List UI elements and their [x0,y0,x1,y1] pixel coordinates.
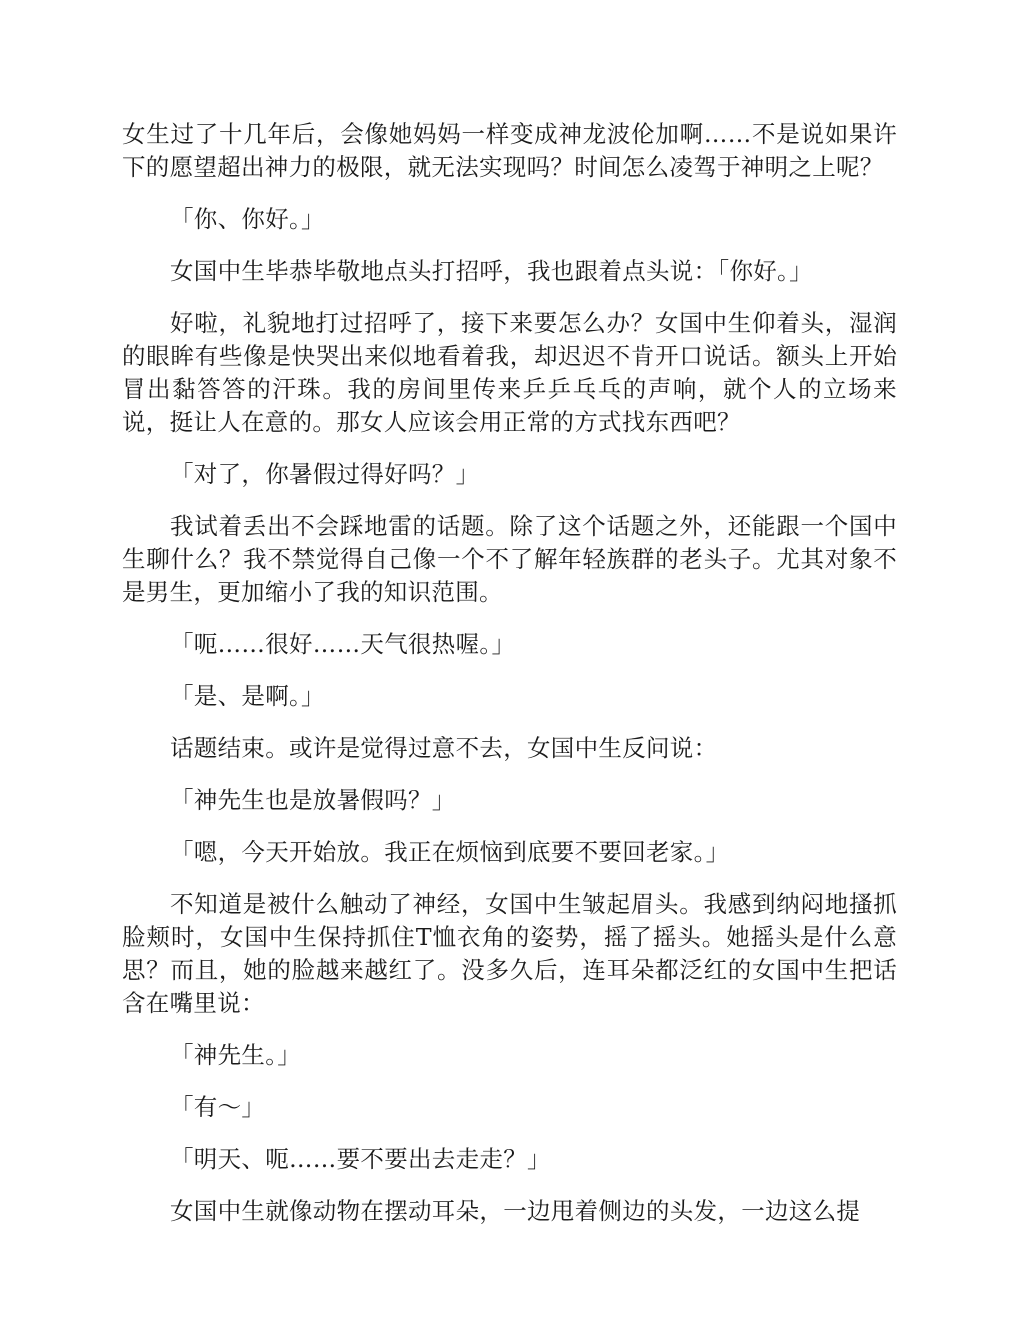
paragraph-dialogue: 「嗯，今天开始放。我正在烦恼到底要不要回老家。」 [170,838,730,866]
paragraph-truncated: 女国中生就像动物在摆动耳朵，一边甩着侧边的头发，一边这么提 [170,1197,861,1225]
paragraph-dialogue: 「有～」 [170,1093,266,1121]
paragraph-dialogue: 「呃……很好……天气很热喔。」 [170,630,516,658]
paragraph-dialogue: 「神先生。」 [170,1041,302,1069]
paragraph-dialogue: 「对了，你暑假过得好吗？」 [170,460,480,488]
paragraph-dialogue: 「你、你好。」 [170,205,325,233]
page-body [122,118,897,1247]
paragraph: 话题结束。或许是觉得过意不去，女国中生反问说： [170,734,718,762]
paragraph: 女国中生毕恭毕敬地点头打招呼，我也跟着点头说：「你好。」 [170,257,813,285]
paragraph: 好啦，礼貌地打过招呼了，接下来要怎么办？女国中生仰着头，湿润的眼眸有些像是快哭出来似地看着我，却迟迟不肯开口说话。额头上开始冒出黏答答的汗珠。我的房间里传来乒乒乓乓的声响，就个人的立场来说，挺让人在意的。那女人应该会用正常的方式找东西吧？ [122,309,897,436]
paragraph: 不知道是被什么触动了神经，女国中生皱起眉头。我感到纳闷地搔抓脸颊时，女国中生保持抓住T恤衣角的姿势，摇了摇头。她摇头是什么意思？而且，她的脸越来越红了。没多久后，连耳朵都泛红的女国中生把话含在嘴里说： [122,890,897,1017]
paragraph: 我试着丢出不会踩地雷的话题。除了这个话题之外，还能跟一个国中生聊什么？我不禁觉得自己像一个不了解年轻族群的老头子。尤其对象不是男生，更加缩小了我的知识范围。 [122,512,897,606]
paragraph-dialogue: 「是、是啊。」 [170,682,325,710]
paragraph-dialogue: 「神先生也是放暑假吗？」 [170,786,456,814]
paragraph-continued: 女生过了十几年后，会像她妈妈一样变成神龙波伦加啊……不是说如果许下的愿望超出神力的极限，就无法实现吗？时间怎么凌驾于神明之上呢？ [122,120,897,181]
paragraph-dialogue: 「明天、呃……要不要出去走走？」 [170,1145,551,1173]
